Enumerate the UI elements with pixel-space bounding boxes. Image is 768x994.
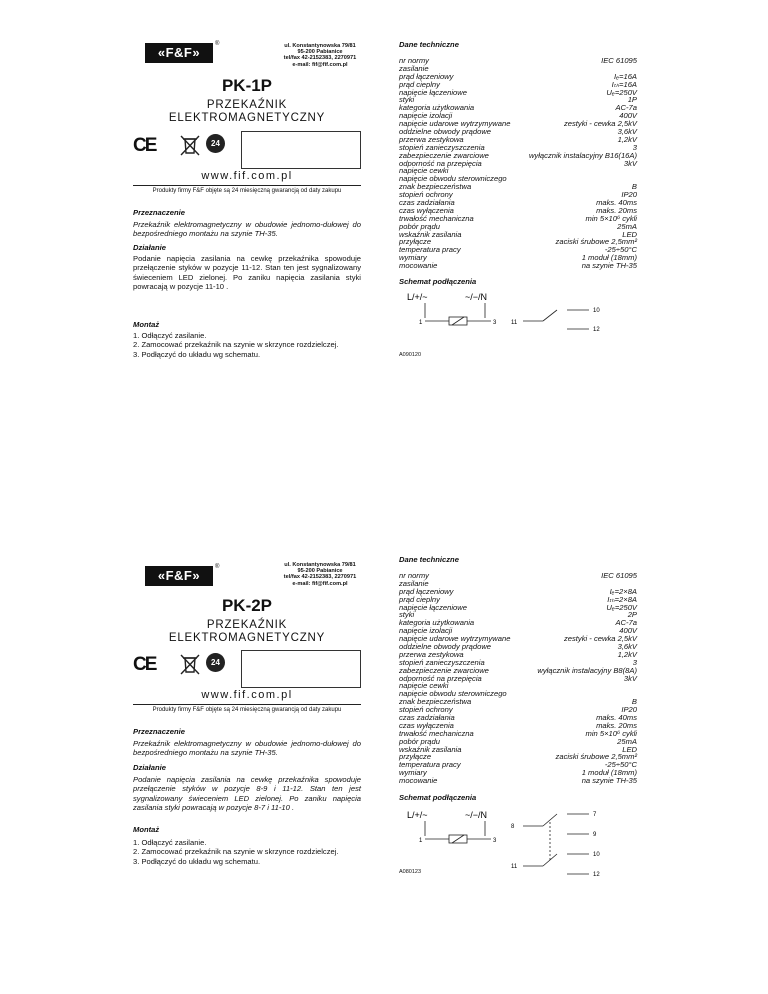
- spec-label: czas zadziałania: [399, 198, 455, 208]
- address-line: e-mail: fif@fif.com.pl: [292, 580, 348, 587]
- operation-heading: Działanie: [133, 243, 166, 252]
- contact-10: 10: [593, 308, 600, 314]
- spec-value: Uₑ=250V: [606, 602, 637, 612]
- spec-row: [399, 777, 637, 785]
- spec-value: 2P: [627, 610, 637, 620]
- spec-label: napięcie udarowe wytrzymywane: [399, 119, 511, 129]
- spec-label: czas wyłączenia: [399, 205, 454, 215]
- spec-value: maks. 20ms: [596, 205, 637, 215]
- spec-label: zabezpieczenie zwarciowe: [399, 665, 489, 675]
- spec-value: 1,2kV: [617, 134, 637, 144]
- spec-label: napięcie łączeniowe: [399, 602, 467, 612]
- spec-label: stopień zanieczyszczenia: [399, 142, 485, 152]
- model-title: PK-1P: [221, 76, 273, 95]
- spec-label: kategoria użytkowania: [399, 618, 475, 628]
- divider: [133, 704, 361, 705]
- address-line: ul. Konstantynowska 79/81: [284, 43, 356, 49]
- specs-list: [399, 57, 637, 270]
- spec-row: [399, 572, 637, 580]
- spec-value: na szynie TH-35: [581, 776, 637, 786]
- spec-label: napięcie cewki: [399, 681, 449, 691]
- spec-value: wyłącznik instalacyjny B8(8A): [537, 665, 637, 675]
- specs-heading: Dane techniczne: [399, 40, 459, 49]
- spec-label: prąd cieplny: [399, 594, 440, 604]
- specs-heading: Dane techniczne: [399, 555, 459, 564]
- spec-row: [399, 604, 637, 612]
- spec-label: oddzielne obwody prądowe: [399, 642, 492, 652]
- spec-value: IP20: [621, 705, 637, 715]
- warranty-24-badge-icon: 24: [206, 134, 225, 153]
- address-line: 95-200 Pabianice: [297, 49, 343, 56]
- terminal-3: 3: [493, 838, 497, 844]
- spec-label: kategoria użytkowania: [399, 103, 475, 113]
- spec-value: IP20: [621, 190, 637, 200]
- ff-logo: «F&F»: [145, 43, 213, 63]
- spec-value: 400V: [619, 111, 637, 121]
- spec-value: maks. 40ms: [596, 198, 637, 208]
- product-label-box: [241, 650, 361, 688]
- product-name-line1: PRZEKAŹNIK: [206, 99, 288, 111]
- mount-steps: [133, 331, 361, 359]
- spec-row: [399, 57, 637, 65]
- spec-label: zasilanie: [399, 578, 429, 588]
- purpose-text: Przekaźnik elektromagnetyczny w obudowie jednomo-dułowej do bezpośredniego montażu na szynie TH-35.: [133, 739, 361, 758]
- spec-label: styki: [399, 95, 415, 105]
- model-title: PK-2P: [221, 596, 273, 615]
- operation-text: Podanie napięcia zasilania na cewkę przekaźnika spowoduje przełączenie styków w pozycje 8-9 i 11-12. Stan ten jest sygnalizowany świeceniem LED zielonej. Po zaniku napięcia zasilania styki powracają w pozycje 8-7 i 11-10 .: [133, 775, 361, 812]
- spec-row: [399, 262, 637, 270]
- terminal-1: 1: [419, 838, 423, 844]
- contact-11: 11: [511, 864, 518, 870]
- schema-heading: Schemat podłączenia: [399, 793, 477, 802]
- weee-bin-icon: [178, 652, 202, 676]
- weee-bin-icon: [178, 133, 202, 157]
- ce-mark-icon: CE: [133, 654, 156, 675]
- spec-row: [399, 89, 637, 97]
- contact-9: 9: [593, 832, 597, 838]
- spec-label: zabezpieczenie zwarciowe: [399, 150, 489, 160]
- spec-value: 3: [632, 657, 637, 667]
- company-address: [275, 43, 365, 68]
- spec-value: zaciski śrubowe 2,5mm²: [555, 752, 637, 762]
- spec-label: prąd łączeniowy: [399, 586, 454, 596]
- mount-steps: [133, 838, 361, 866]
- spec-label: czas zadziałania: [399, 713, 455, 723]
- mount-step: 1. Odłączyć zasilanie.: [133, 331, 207, 340]
- purpose-heading: Przeznaczenie: [133, 208, 185, 217]
- certification-marks: [133, 131, 361, 161]
- spec-label: prąd łączeniowy: [399, 71, 454, 81]
- website-url: www.fif.com.pl: [201, 170, 293, 182]
- spec-label: stopień ochrony: [399, 705, 453, 715]
- spec-label: wskaźnik zasilania: [399, 744, 462, 754]
- certification-marks: [133, 650, 361, 680]
- spec-label: temperatura pracy: [399, 760, 461, 770]
- mount-step: 1. Odłączyć zasilanie.: [133, 838, 207, 847]
- spec-value: 3,6kV: [617, 127, 637, 137]
- spec-label: napięcie izolacji: [399, 626, 453, 636]
- spec-label: stopień zanieczyszczenia: [399, 657, 485, 667]
- spec-label: pobór prądu: [399, 736, 440, 746]
- company-address: [275, 562, 365, 587]
- spec-value: AC-7a: [615, 618, 637, 628]
- spec-label: wymiary: [399, 768, 427, 778]
- spec-label: pobór prądu: [399, 221, 440, 231]
- warranty-note: Produkty firmy F&F objęte są 24 miesięczną gwarancją od daty zakupu: [152, 707, 342, 713]
- spec-value: Uₑ=250V: [606, 87, 637, 97]
- spec-value: -25÷50°C: [604, 245, 637, 255]
- contact-12: 12: [593, 327, 600, 333]
- divider: [133, 185, 361, 186]
- wiring-diagram-2p: [399, 804, 637, 894]
- contact-10: 10: [593, 852, 600, 858]
- spec-value: na szynie TH-35: [581, 261, 637, 271]
- spec-value: 3: [632, 142, 637, 152]
- spec-label: znak bezpieczeństwa: [399, 697, 472, 707]
- spec-value: min 5×10⁶ cykli: [585, 213, 637, 223]
- spec-value: 25mA: [617, 736, 637, 746]
- spec-value: LED: [622, 744, 637, 754]
- wiring-diagram-1p: [399, 288, 637, 358]
- operation-text: Podanie napięcia zasilania na cewkę przekaźnika spowoduje przełączenie styków w pozycje 11-12. Stan ten jest sygnalizowany świeceniem LED zielonej. Po zaniku napięcia zasilania styki powracają w pozycje 11-10 .: [133, 254, 361, 291]
- spec-value: 3kV: [623, 158, 637, 168]
- spec-label: mocowanie: [399, 261, 438, 271]
- spec-label: stopień ochrony: [399, 190, 453, 200]
- spec-value: zestyki - cewka 2,5kV: [563, 634, 637, 644]
- schema-heading: Schemat podłączenia: [399, 277, 477, 286]
- ff-logo: «F&F»: [145, 566, 213, 586]
- mount-heading: Montaż: [133, 320, 160, 329]
- terminal-3: 3: [493, 320, 497, 326]
- spec-value: IEC 61095: [601, 571, 637, 580]
- mount-step: 3. Podłączyć do układu wg schematu.: [133, 856, 261, 866]
- product-name-line2: ELEKTROMAGNETYCZNY: [168, 112, 326, 124]
- spec-value: -25÷50°C: [604, 760, 637, 770]
- spec-label: czas wyłączenia: [399, 720, 454, 730]
- supply-left-label: L/+/~: [407, 292, 428, 302]
- spec-label: odporność na przepięcia: [399, 158, 482, 168]
- mount-heading: Montaż: [133, 825, 160, 834]
- contact-12: 12: [593, 872, 600, 878]
- spec-value: Iₑ=16A: [614, 71, 637, 81]
- purpose-heading: Przeznaczenie: [133, 727, 185, 736]
- spec-value: 3kV: [623, 673, 637, 683]
- supply-left-label: L/+/~: [407, 810, 428, 820]
- spec-value: 1,2kV: [617, 649, 637, 659]
- spec-value: min 5×10⁶ cykli: [585, 728, 637, 738]
- spec-label: napięcie udarowe wytrzymywane: [399, 634, 511, 644]
- leaflet-pk2p: [0, 497, 768, 994]
- operation-heading: Działanie: [133, 763, 166, 772]
- spec-value: 1P: [627, 95, 637, 105]
- spec-value: 25mA: [617, 221, 637, 231]
- mount-step: 2. Zamocować przekaźnik na szynie w skrzynce rozdzielczej.: [133, 847, 339, 857]
- spec-value: LED: [622, 229, 637, 239]
- supply-right-label: ~/−/N: [465, 810, 488, 820]
- spec-label: trwałość mechaniczna: [399, 213, 474, 223]
- spec-value: IEC 61095: [601, 56, 637, 65]
- address-line: ul. Konstantynowska 79/81: [284, 562, 356, 568]
- spec-label: napięcie obwodu sterowniczego: [399, 689, 507, 699]
- spec-label: znak bezpieczeństwa: [399, 182, 472, 192]
- product-name-line2: ELEKTROMAGNETYCZNY: [168, 632, 326, 644]
- document-code: A090120: [399, 352, 422, 358]
- ce-mark-icon: CE: [133, 135, 156, 156]
- spec-label: przyłącze: [399, 237, 432, 247]
- spec-value: Iₜₕ=2×8A: [607, 594, 637, 604]
- supply-right-label: ~/−/N: [465, 292, 488, 302]
- spec-value: B: [631, 182, 637, 192]
- spec-value: Iₑ=2×8A: [609, 586, 637, 596]
- spec-value: 1 moduł (18mm): [581, 253, 637, 263]
- spec-label: mocowanie: [399, 776, 438, 786]
- spec-value: 400V: [619, 626, 637, 636]
- spec-label: prąd cieplny: [399, 79, 440, 89]
- spec-label: oddzielne obwody prądowe: [399, 127, 492, 137]
- registered-mark: ®: [215, 564, 220, 570]
- spec-value: maks. 20ms: [596, 720, 637, 730]
- spec-label: temperatura pracy: [399, 245, 461, 255]
- spec-label: napięcie obwodu sterowniczego: [399, 174, 507, 184]
- document-code: A080123: [399, 869, 422, 875]
- spec-label: napięcie izolacji: [399, 111, 453, 121]
- purpose-text: Przekaźnik elektromagnetyczny w obudowie jednomo-dułowej do bezpośredniego montażu na szynie TH-35.: [133, 220, 361, 239]
- spec-value: 1 moduł (18mm): [581, 768, 637, 778]
- mount-step: 3. Podłączyć do układu wg schematu.: [133, 349, 261, 359]
- spec-value: B: [631, 697, 637, 707]
- product-name-line1: PRZEKAŹNIK: [206, 619, 288, 631]
- address-line: 95-200 Pabianice: [297, 568, 343, 575]
- spec-label: nr normy: [399, 56, 429, 65]
- spec-label: trwałość mechaniczna: [399, 728, 474, 738]
- spec-value: maks. 40ms: [596, 713, 637, 723]
- address-line: tel/fax 42-2152383, 2270971: [283, 574, 357, 581]
- contact-7: 7: [593, 812, 597, 818]
- spec-label: zasilanie: [399, 63, 429, 73]
- spec-value: zaciski śrubowe 2,5mm²: [555, 237, 637, 247]
- warranty-note: Produkty firmy F&F objęte są 24 miesięczną gwarancją od daty zakupu: [152, 188, 342, 194]
- spec-value: wyłącznik instalacyjny B16(16A): [528, 150, 637, 160]
- registered-mark: ®: [215, 41, 220, 47]
- spec-label: przyłącze: [399, 752, 432, 762]
- spec-label: nr normy: [399, 571, 429, 580]
- spec-value: Iₜₕ=16A: [611, 79, 637, 89]
- spec-label: odporność na przepięcia: [399, 673, 482, 683]
- spec-label: napięcie cewki: [399, 166, 449, 176]
- spec-value: zestyki - cewka 2,5kV: [563, 119, 637, 129]
- spec-label: napięcie łączeniowe: [399, 87, 467, 97]
- spec-value: 3,6kV: [617, 642, 637, 652]
- mount-step: 2. Zamocować przekaźnik na szynie w skrzynce rozdzielczej.: [133, 340, 339, 350]
- terminal-1: 1: [419, 320, 423, 326]
- website-url: www.fif.com.pl: [201, 689, 293, 701]
- product-label-box: [241, 131, 361, 169]
- spec-label: przerwa zestykowa: [399, 649, 464, 659]
- address-line: e-mail: fif@fif.com.pl: [292, 61, 348, 68]
- warranty-24-badge-icon: 24: [206, 653, 225, 672]
- address-line: tel/fax 42-2152383, 2270971: [283, 55, 357, 62]
- spec-label: wskaźnik zasilania: [399, 229, 462, 239]
- spec-label: wymiary: [399, 253, 427, 263]
- spec-value: AC-7a: [615, 103, 637, 113]
- contact-8: 8: [511, 824, 515, 830]
- spec-label: styki: [399, 610, 415, 620]
- specs-list: [399, 572, 637, 785]
- contact-11: 11: [511, 320, 518, 326]
- spec-label: przerwa zestykowa: [399, 134, 464, 144]
